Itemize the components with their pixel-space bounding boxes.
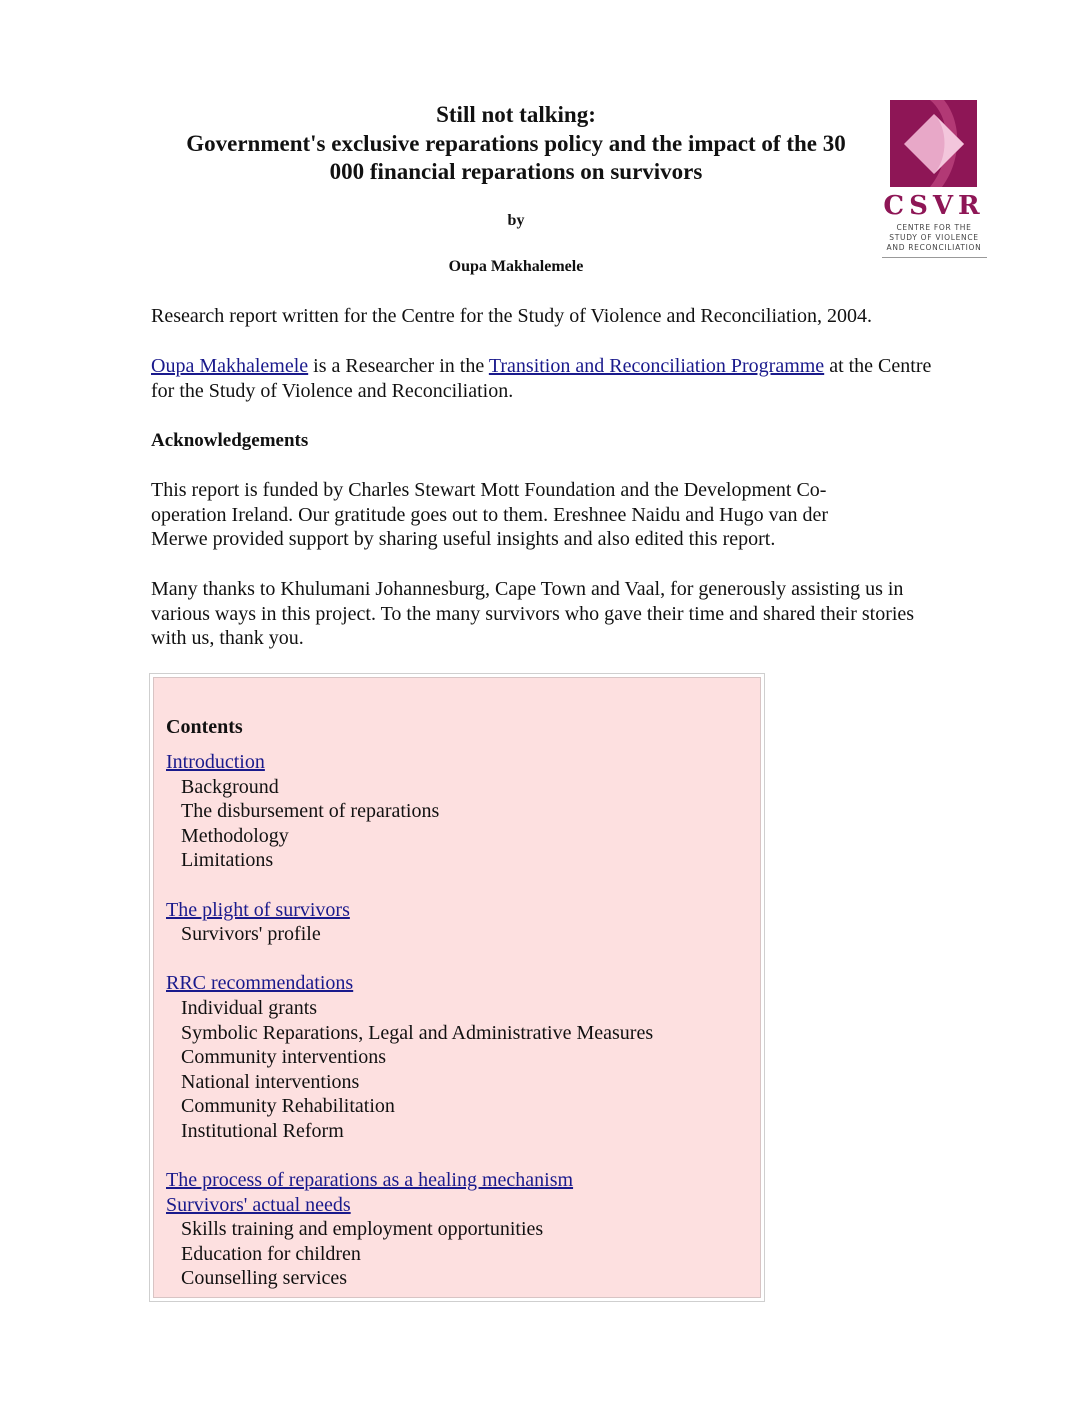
logo-divider: [882, 257, 987, 258]
author-name: Oupa Makhalemele: [448, 258, 584, 275]
contents-subitem: The disbursement of reparations: [181, 800, 440, 823]
logo-subtitle: CENTRE FOR THE: [896, 223, 972, 232]
contents-link[interactable]: The process of reparations as a healing mechanism: [166, 1169, 574, 1192]
contents-link[interactable]: RRC recommendations: [166, 972, 354, 995]
contents-subitem: Individual grants: [181, 996, 318, 1019]
contents-title: Contents: [166, 716, 243, 738]
title-line: Government's exclusive reparations policy and the impact of the 30: [186, 130, 846, 156]
contents-link[interactable]: Survivors' actual needs: [166, 1193, 351, 1216]
contents-subitem: Skills training and employment opportunities: [181, 1218, 544, 1241]
bio-text: at the Centre for the Study of Violence and Reconciliation.: [151, 355, 932, 402]
spacer: [166, 1144, 653, 1169]
byline: by: [507, 212, 525, 229]
contents-subitem: Institutional Reform: [181, 1119, 344, 1142]
logo-subtitle: STUDY OF VIOLENCE: [889, 233, 979, 242]
programme-link[interactable]: Transition and Reconciliation Programme: [488, 355, 825, 377]
logo-subtitle: AND RECONCILIATION: [886, 243, 982, 252]
contents-subitem: Counselling services: [181, 1267, 348, 1290]
spacer: [166, 873, 653, 898]
thanks-paragraph: Many thanks to Khulumani Johannesburg, Cape Town and Vaal, for generously assisting us in various ways in this project. To the many survivors who gave their time and shared their stories with us, thank you.: [151, 578, 915, 649]
contents-subitem: Limitations: [181, 849, 274, 872]
csvr-logo: [880, 100, 988, 260]
contents-subitem: National interventions: [181, 1070, 360, 1093]
logo-acronym: CSVR: [883, 191, 985, 221]
author-bio: [151, 354, 941, 403]
title-line: 000 financial reparations on survivors: [329, 159, 703, 184]
contents-subitem: Community Rehabilitation: [181, 1095, 395, 1118]
contents-subitem: Community interventions: [181, 1046, 386, 1069]
contents-box: [149, 673, 765, 1302]
contents-subitem: Education for children: [181, 1242, 361, 1265]
contents-subitem: Survivors' profile: [181, 923, 321, 946]
author-link[interactable]: Oupa Makhalemele: [151, 355, 309, 377]
acknowledgements-paragraph: This report is funded by Charles Stewart Mott Foundation and the Development Co-operation Ireland. Our gratitude goes out to them. Ereshnee Naidu and Hugo van der Merwe provided support by sharing useful insights and also edited this report.: [151, 479, 829, 550]
contents-subitem: Symbolic Reparations, Legal and Administrative Measures: [181, 1021, 654, 1044]
contents-subitem: Background: [181, 775, 279, 798]
title-line: Still not talking:: [436, 102, 596, 127]
spacer: [166, 947, 653, 972]
bio-text: is a Researcher in the: [308, 355, 489, 377]
contents-list: [166, 750, 653, 1291]
contents-link[interactable]: Introduction: [166, 751, 265, 773]
document-title: [150, 101, 882, 187]
contents-subitem: Methodology: [181, 824, 289, 847]
contents-link[interactable]: The plight of survivors: [166, 898, 350, 921]
acknowledgements-heading: Acknowledgements: [151, 430, 309, 451]
report-note: Research report written for the Centre for the Study of Violence and Reconciliation, 2004.: [151, 305, 872, 327]
logo-emblem: [890, 100, 977, 187]
contents-panel: [153, 677, 761, 1298]
